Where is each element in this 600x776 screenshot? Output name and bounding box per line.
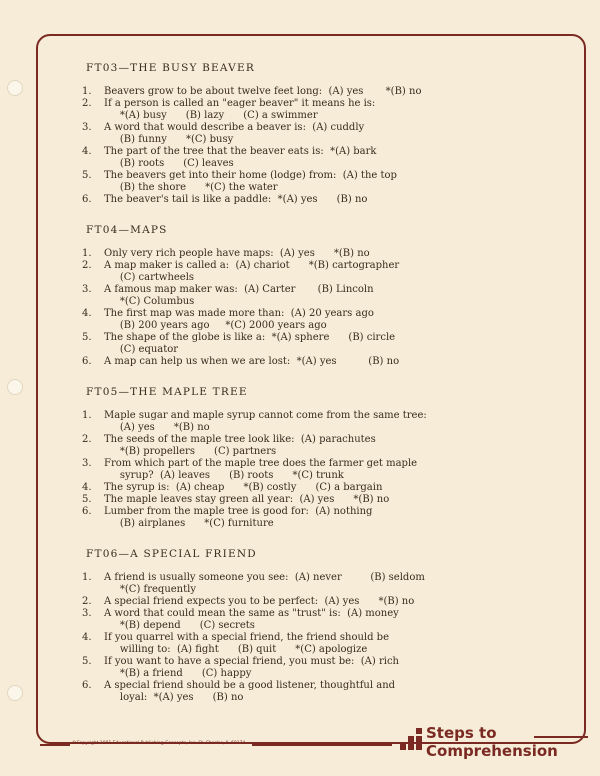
question <box>82 434 482 458</box>
question <box>82 260 482 284</box>
answer-choices: (C) equator <box>104 344 179 355</box>
answer-choices: (C) cartwheels <box>104 272 195 283</box>
copyright-notice: ©Copyright 1981 Educational Publishing Concepts, Inc. St. Charles, IL 60174 <box>72 741 246 746</box>
question-text: The syrup is: (A) cheap *(B) costly (C) a bargain <box>104 482 383 493</box>
answer-choices: *(B) propellers (C) partners <box>104 446 277 457</box>
question <box>82 146 482 170</box>
question <box>82 596 482 608</box>
question-text: The part of the tree that the beaver eats is: *(A) bark <box>104 146 377 157</box>
answer-choices: (B) airplanes *(C) furniture <box>104 518 274 529</box>
question-number: 5. <box>82 170 92 181</box>
question-text: If a person is called an "eager beaver" it means he is: <box>104 98 376 109</box>
question-number: 5. <box>82 332 92 343</box>
logo-line-1: Steps to <box>426 724 497 742</box>
punch-hole <box>7 685 23 701</box>
question-text: From which part of the maple tree does the farmer get maple <box>104 458 418 469</box>
squares-icon <box>400 728 422 758</box>
section-special-friend <box>82 548 482 704</box>
answer-choices: (B) funny *(C) busy <box>104 134 234 145</box>
question-text: A famous map maker was: (A) Carter (B) Lincoln <box>104 284 374 295</box>
worksheet-content <box>82 62 482 722</box>
question-text: If you quarrel with a special friend, the friend should be <box>104 632 390 643</box>
answer-choices: willing to: (A) fight (B) quit *(C) apologize <box>104 644 368 655</box>
question-text: The first map was made more than: (A) 20 years ago <box>104 308 374 319</box>
answer-choices: (A) yes *(B) no <box>104 422 210 433</box>
answer-choices: *(B) depend (C) secrets <box>104 620 255 631</box>
question <box>82 482 482 494</box>
question-number: 6. <box>82 506 92 517</box>
question-number: 3. <box>82 458 92 469</box>
question-number: 4. <box>82 146 92 157</box>
section-title: FT04—MAPS <box>86 224 168 236</box>
question-text: A map maker is called a: (A) chariot *(B) cartographer <box>104 260 400 271</box>
answer-choices: (B) the shore *(C) the water <box>104 182 278 193</box>
question-number: 6. <box>82 356 92 367</box>
answer-choices: (B) roots (C) leaves <box>104 158 234 169</box>
question-number: 4. <box>82 308 92 319</box>
question <box>82 332 482 356</box>
question <box>82 122 482 146</box>
question <box>82 98 482 122</box>
question-text: The seeds of the maple tree look like: (A) parachutes <box>104 434 376 445</box>
question-number: 3. <box>82 608 92 619</box>
question-number: 2. <box>82 434 92 445</box>
answer-choices: (B) 200 years ago *(C) 2000 years ago <box>104 320 327 331</box>
question-text: Maple sugar and maple syrup cannot come from the same tree: <box>104 410 427 421</box>
question <box>82 608 482 632</box>
question-number: 1. <box>82 86 92 97</box>
question-number: 2. <box>82 596 92 607</box>
question-number: 5. <box>82 494 92 505</box>
question <box>82 248 482 260</box>
question-text: A map can help us when we are lost: *(A) yes (B) no <box>104 356 400 367</box>
question-number: 5. <box>82 656 92 667</box>
question <box>82 308 482 332</box>
question-text: The maple leaves stay green all year: (A) yes *(B) no <box>104 494 390 505</box>
question-text: The beaver's tail is like a paddle: *(A) yes (B) no <box>104 194 368 205</box>
question <box>82 458 482 482</box>
footer-rule <box>40 744 70 746</box>
question-text: Only very rich people have maps: (A) yes *(B) no <box>104 248 370 259</box>
question-number: 6. <box>82 680 92 691</box>
question <box>82 506 482 530</box>
question <box>82 284 482 308</box>
answer-choices: syrup? (A) leaves (B) roots *(C) trunk <box>104 470 344 481</box>
logo-line-2: Comprehension <box>426 742 558 760</box>
question <box>82 680 482 704</box>
logo-rule <box>534 736 588 738</box>
question-text: A special friend should be a good listener, thoughtful and <box>104 680 396 691</box>
question-number: 6. <box>82 194 92 205</box>
question-number: 3. <box>82 122 92 133</box>
steps-to-comprehension-logo <box>400 720 590 766</box>
punch-hole <box>7 379 23 395</box>
question <box>82 356 482 368</box>
answer-choices: *(A) busy (B) lazy (C) a swimmer <box>104 110 318 121</box>
question-text: A friend is usually someone you see: (A) never (B) seldom <box>104 572 425 583</box>
question-number: 2. <box>82 260 92 271</box>
section-title: FT05—THE MAPLE TREE <box>86 386 248 398</box>
question-number: 2. <box>82 98 92 109</box>
question-number: 1. <box>82 572 92 583</box>
answer-choices: *(C) Columbus <box>104 296 195 307</box>
section-title: FT03—THE BUSY BEAVER <box>86 62 255 74</box>
question <box>82 86 482 98</box>
answer-choices: *(B) a friend (C) happy <box>104 668 252 679</box>
question-text: A word that could mean the same as "trust" is: (A) money <box>104 608 399 619</box>
question <box>82 494 482 506</box>
question-number: 4. <box>82 482 92 493</box>
question-text: A word that would describe a beaver is: (A) cuddly <box>104 122 365 133</box>
question-number: 4. <box>82 632 92 643</box>
answer-choices: *(C) frequently <box>104 584 196 595</box>
question-text: A special friend expects you to be perfect: (A) yes *(B) no <box>104 596 415 607</box>
question <box>82 410 482 434</box>
answer-choices: loyal: *(A) yes (B) no <box>104 692 244 703</box>
question-text: Lumber from the maple tree is good for: (A) nothing <box>104 506 373 517</box>
section-title: FT06—A SPECIAL FRIEND <box>86 548 257 560</box>
question <box>82 170 482 194</box>
question-text: The beavers get into their home (lodge) from: (A) the top <box>104 170 397 181</box>
question-text: The shape of the globe is like a: *(A) sphere (B) circle <box>104 332 396 343</box>
footer-rule <box>252 744 392 746</box>
question <box>82 572 482 596</box>
question-text: If you want to have a special friend, you must be: (A) rich <box>104 656 399 667</box>
question <box>82 656 482 680</box>
question-number: 3. <box>82 284 92 295</box>
question-number: 1. <box>82 248 92 259</box>
question-number: 1. <box>82 410 92 421</box>
section-maple-tree <box>82 386 482 530</box>
section-busy-beaver <box>82 62 482 206</box>
question <box>82 632 482 656</box>
question <box>82 194 482 206</box>
section-maps <box>82 224 482 368</box>
question-text: Beavers grow to be about twelve feet long: (A) yes *(B) no <box>104 86 422 97</box>
punch-hole <box>7 80 23 96</box>
